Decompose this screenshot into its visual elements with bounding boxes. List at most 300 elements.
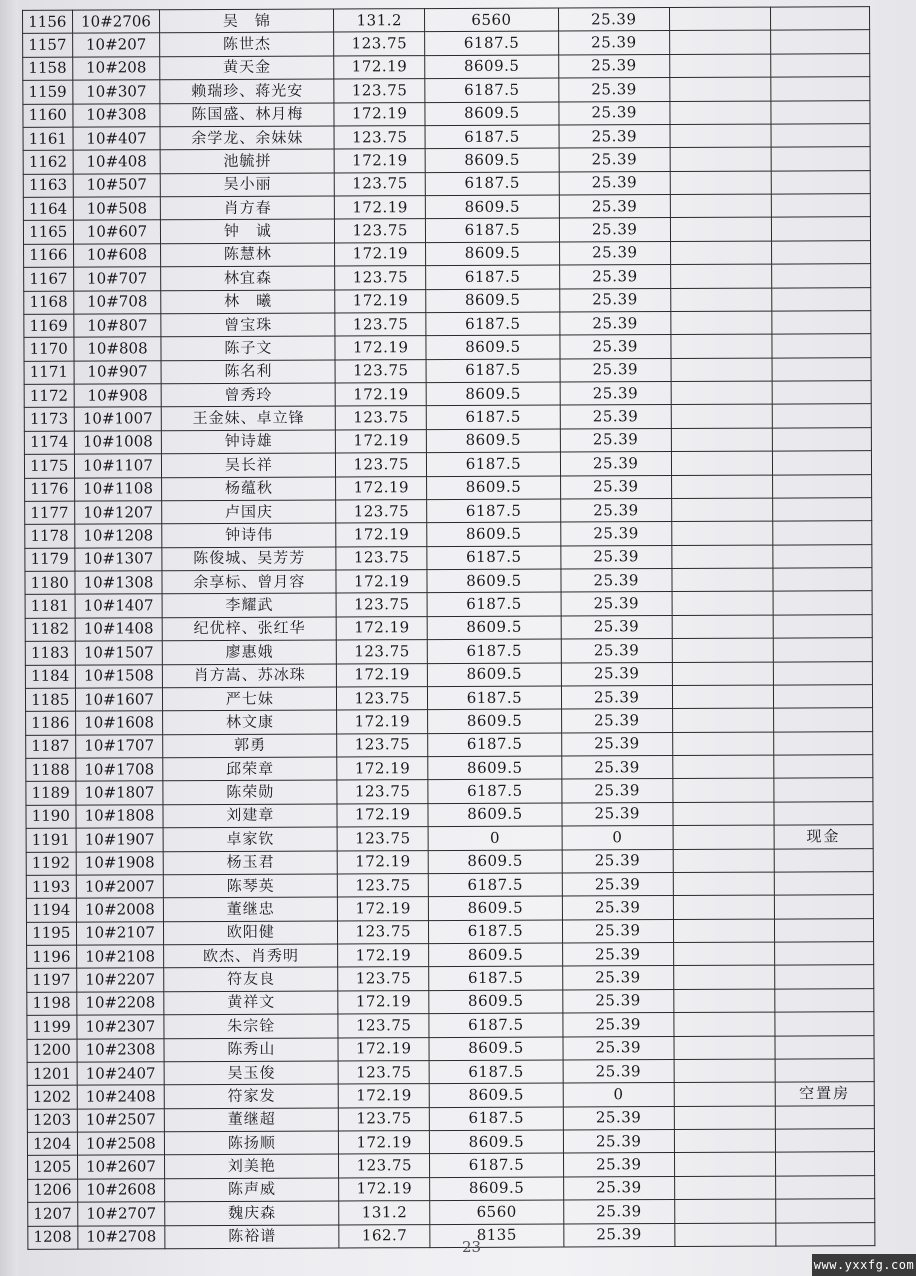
unit-price: 25.39	[559, 101, 670, 125]
area: 172.19	[339, 1177, 430, 1201]
unit-price: 25.39	[563, 1153, 674, 1177]
unit-price: 25.39	[559, 171, 670, 195]
room-number: 10#1907	[76, 828, 164, 852]
owner-name: 池毓拼	[161, 149, 335, 173]
owner-name: 余学龙、余妹妹	[160, 126, 334, 150]
area: 162.7	[339, 1224, 430, 1248]
row-number: 1166	[24, 244, 74, 268]
room-number: 10#2508	[77, 1132, 165, 1156]
area: 172.19	[336, 429, 427, 453]
room-number: 10#1007	[74, 407, 162, 431]
room-number: 10#208	[72, 56, 160, 80]
blank-cell	[673, 825, 774, 849]
amount: 6187.5	[426, 265, 560, 289]
remark	[773, 614, 872, 638]
area: 123.75	[336, 593, 427, 617]
room-number: 10#2707	[77, 1202, 165, 1226]
area: 123.75	[337, 780, 428, 804]
remark	[772, 451, 871, 475]
blank-cell	[672, 638, 773, 662]
remark	[774, 778, 873, 802]
remark	[775, 965, 874, 989]
row-number: 1185	[25, 688, 75, 712]
owner-name: 魏庆森	[165, 1201, 339, 1225]
remark: 空置房	[775, 1082, 874, 1106]
blank-cell	[671, 288, 772, 312]
owner-name: 符友良	[164, 967, 338, 991]
row-number: 1159	[23, 80, 73, 104]
area: 172.19	[337, 803, 428, 827]
amount: 6187.5	[427, 639, 561, 663]
amount: 8135	[430, 1223, 564, 1247]
room-number: 10#607	[73, 220, 161, 244]
area: 172.19	[334, 149, 425, 173]
blank-cell	[672, 732, 773, 756]
unit-price: 25.39	[561, 756, 672, 780]
row-number: 1192	[26, 852, 76, 876]
area: 172.19	[336, 523, 427, 547]
room-number: 10#1908	[76, 851, 164, 875]
remark	[770, 30, 869, 54]
blank-cell	[673, 895, 774, 919]
owner-name: 杨蕴秋	[162, 476, 336, 500]
row-number: 1194	[26, 898, 76, 922]
remark	[771, 53, 870, 77]
amount: 6187.5	[426, 359, 560, 383]
unit-price: 25.39	[560, 522, 671, 546]
row-number: 1207	[28, 1202, 78, 1226]
blank-cell	[672, 685, 773, 709]
blank-cell	[672, 568, 773, 592]
owner-name: 陈声威	[165, 1178, 339, 1202]
blank-cell	[674, 1036, 775, 1060]
remark	[772, 311, 871, 335]
amount: 8609.5	[427, 569, 561, 593]
area: 172.19	[337, 757, 428, 781]
room-number: 10#1508	[75, 664, 163, 688]
remark	[771, 170, 870, 194]
remark	[774, 872, 873, 896]
amount: 8609.5	[425, 55, 559, 79]
owner-name: 廖惠娥	[163, 640, 337, 664]
owner-name: 林文康	[163, 710, 337, 734]
amount: 6187.5	[428, 779, 562, 803]
remark	[775, 1152, 874, 1176]
area: 172.19	[338, 1084, 429, 1108]
owner-name: 肖方嵩、苏冰珠	[163, 663, 337, 687]
room-number: 10#608	[73, 243, 161, 267]
unit-price: 25.39	[559, 124, 670, 148]
row-number: 1187	[26, 735, 76, 759]
room-number: 10#1408	[75, 617, 163, 641]
amount: 8609.5	[429, 943, 563, 967]
remark	[773, 521, 872, 545]
amount: 8609.5	[426, 335, 560, 359]
owner-name: 肖方春	[161, 196, 335, 220]
area: 172.19	[334, 55, 425, 79]
row-number: 1198	[27, 992, 77, 1016]
amount: 8609.5	[426, 289, 560, 313]
row-number: 1177	[25, 501, 75, 525]
unit-price: 25.39	[563, 1223, 674, 1247]
row-number: 1165	[23, 221, 73, 245]
area: 123.75	[336, 406, 427, 430]
blank-cell	[671, 358, 772, 382]
amount: 8609.5	[429, 896, 563, 920]
area: 172.19	[337, 850, 428, 874]
owner-name: 陈国盛、林月梅	[160, 102, 334, 126]
owner-name: 刘美艳	[165, 1154, 339, 1178]
blank-cell	[674, 1082, 775, 1106]
site-watermark: www.yxxfg.com	[812, 1254, 916, 1276]
remark	[772, 474, 871, 498]
area: 123.75	[338, 1060, 429, 1084]
area: 172.19	[338, 990, 429, 1014]
owner-name: 陈裕谱	[165, 1224, 339, 1248]
area: 123.75	[337, 827, 428, 851]
room-number: 10#408	[73, 150, 161, 174]
unit-price: 25.39	[561, 732, 672, 756]
remark	[774, 942, 873, 966]
unit-price: 25.39	[561, 569, 672, 593]
unit-price: 25.39	[561, 709, 672, 733]
unit-price: 25.39	[559, 148, 670, 172]
remark	[773, 498, 872, 522]
blank-cell	[675, 1199, 776, 1223]
area: 172.19	[339, 1131, 430, 1155]
area: 123.75	[335, 312, 426, 336]
amount: 6560	[430, 1200, 564, 1224]
unit-price: 25.39	[560, 475, 671, 499]
remark	[773, 544, 872, 568]
blank-cell	[670, 171, 771, 195]
blank-cell	[673, 942, 774, 966]
room-number: 10#2608	[77, 1178, 165, 1202]
remark	[771, 77, 870, 101]
amount: 6187.5	[430, 1107, 564, 1131]
row-number: 1156	[23, 10, 73, 34]
amount: 8609.5	[428, 850, 562, 874]
owner-name: 纪优梓、张红华	[163, 617, 337, 641]
owner-name: 郭勇	[163, 734, 337, 758]
owner-name: 朱宗铨	[164, 1014, 338, 1038]
unit-price: 25.39	[563, 1036, 674, 1060]
owner-name: 吴 锦	[160, 9, 334, 33]
area: 123.75	[338, 873, 429, 897]
owner-name: 陈世杰	[160, 32, 334, 56]
owner-name: 严七妹	[163, 687, 337, 711]
area: 123.75	[338, 1014, 429, 1038]
blank-cell	[671, 381, 772, 405]
room-number: 10#807	[73, 314, 161, 338]
unit-price: 25.39	[561, 592, 672, 616]
owner-name: 刘建章	[163, 804, 337, 828]
remark	[774, 801, 873, 825]
room-number: 10#2308	[77, 1038, 165, 1062]
blank-cell	[670, 217, 771, 241]
area: 123.75	[335, 219, 426, 243]
amount: 6187.5	[425, 125, 559, 149]
row-number: 1205	[28, 1155, 78, 1179]
area: 131.2	[334, 9, 425, 33]
unit-price: 25.39	[559, 218, 670, 242]
blank-cell	[671, 334, 772, 358]
row-number: 1188	[26, 758, 76, 782]
amount: 8609.5	[430, 1130, 564, 1154]
area: 123.75	[338, 920, 429, 944]
remark	[775, 1129, 874, 1153]
area: 172.19	[337, 663, 428, 687]
row-number: 1178	[25, 524, 75, 548]
amount: 8609.5	[425, 102, 559, 126]
remark	[772, 404, 871, 428]
area: 123.75	[337, 733, 428, 757]
amount: 6187.5	[425, 78, 559, 102]
blank-cell	[673, 919, 774, 943]
remark	[775, 1059, 874, 1083]
remark	[772, 357, 871, 381]
blank-cell	[671, 428, 772, 452]
unit-price: 25.39	[563, 1106, 674, 1130]
row-number: 1163	[23, 174, 73, 198]
blank-cell	[672, 615, 773, 639]
row-number: 1180	[25, 571, 75, 595]
amount: 6187.5	[427, 452, 561, 476]
amount: 8609.5	[429, 990, 563, 1014]
amount: 6187.5	[426, 312, 560, 336]
amount: 6187.5	[428, 686, 562, 710]
remark	[771, 240, 870, 264]
amount: 6187.5	[428, 733, 562, 757]
owner-name: 陈扬顺	[165, 1131, 339, 1155]
row-number: 1164	[23, 197, 73, 221]
room-number: 10#2208	[76, 991, 164, 1015]
row-number: 1186	[26, 711, 76, 735]
owner-name: 钟诗伟	[162, 523, 336, 547]
row-number: 1208	[28, 1226, 78, 1250]
owner-name: 符家发	[165, 1084, 339, 1108]
area: 172.19	[335, 336, 426, 360]
area: 123.75	[337, 686, 428, 710]
blank-cell	[673, 755, 774, 779]
room-number: 10#407	[73, 127, 161, 151]
remark	[771, 194, 870, 218]
blank-cell	[673, 802, 774, 826]
room-number: 10#2007	[76, 875, 164, 899]
remark	[775, 1012, 874, 1036]
blank-cell	[673, 849, 774, 873]
unit-price: 25.39	[562, 966, 673, 990]
area: 123.75	[334, 79, 425, 103]
owner-name: 欧阳健	[164, 921, 338, 945]
remark	[771, 147, 870, 171]
area: 172.19	[336, 616, 427, 640]
owner-name: 余享标、曾月容	[162, 570, 336, 594]
amount: 8609.5	[427, 429, 561, 453]
remark	[776, 1199, 875, 1223]
remark	[776, 1222, 875, 1246]
blank-cell	[674, 1106, 775, 1130]
row-number: 1190	[26, 805, 76, 829]
row-number: 1199	[27, 1015, 77, 1039]
room-number: 10#1708	[75, 758, 163, 782]
unit-price: 25.39	[560, 405, 671, 429]
owner-name: 吴长祥	[162, 453, 336, 477]
remark	[771, 217, 870, 241]
area: 131.2	[339, 1201, 430, 1225]
blank-cell	[672, 591, 773, 615]
blank-cell	[670, 147, 771, 171]
blank-cell	[674, 1152, 775, 1176]
unit-price: 25.39	[560, 358, 671, 382]
row-number: 1196	[27, 945, 77, 969]
remark	[773, 638, 872, 662]
room-number: 10#1608	[75, 711, 163, 735]
owner-name: 邱荣章	[163, 757, 337, 781]
owner-name: 林 曦	[161, 289, 335, 313]
area: 172.19	[335, 242, 426, 266]
room-number: 10#2307	[76, 1015, 164, 1039]
area: 123.75	[335, 266, 426, 290]
room-number: 10#2408	[77, 1085, 165, 1109]
owner-name: 王金妹、卓立锋	[162, 406, 336, 430]
room-number: 10#2207	[76, 968, 164, 992]
unit-price: 25.39	[558, 8, 669, 32]
area: 123.75	[338, 967, 429, 991]
row-number: 1175	[24, 454, 74, 478]
remark	[775, 1105, 874, 1129]
blank-cell	[671, 404, 772, 428]
blank-cell	[672, 521, 773, 545]
remark	[774, 755, 873, 779]
page-number: 23	[462, 1238, 482, 1256]
amount: 6187.5	[430, 1153, 564, 1177]
row-number: 1162	[23, 150, 73, 174]
unit-price: 25.39	[561, 662, 672, 686]
unit-price: 25.39	[558, 78, 669, 102]
amount: 8609.5	[427, 522, 561, 546]
remark	[772, 381, 871, 405]
area: 123.75	[334, 32, 425, 56]
blank-cell	[674, 1012, 775, 1036]
amount: 6187.5	[427, 592, 561, 616]
area: 172.19	[338, 1037, 429, 1061]
amount: 8609.5	[426, 382, 560, 406]
unit-price: 25.39	[559, 311, 670, 335]
blank-cell	[673, 778, 774, 802]
remark	[771, 264, 870, 288]
area: 172.19	[338, 944, 429, 968]
remark	[772, 334, 871, 358]
blank-cell	[671, 498, 772, 522]
remark	[773, 661, 872, 685]
row-number: 1158	[23, 57, 73, 81]
unit-price: 25.39	[563, 1013, 674, 1037]
amount: 6187.5	[429, 1013, 563, 1037]
owner-name: 陈俊城、吴芳芳	[162, 547, 336, 571]
owner-name: 曾宝珠	[161, 313, 335, 337]
unit-price: 25.39	[563, 1200, 674, 1224]
blank-cell	[674, 1129, 775, 1153]
row-number: 1171	[24, 361, 74, 385]
row-number: 1203	[27, 1109, 77, 1133]
remark	[773, 708, 872, 732]
row-number: 1173	[24, 408, 74, 432]
unit-price: 25.39	[561, 615, 672, 639]
row-number: 1157	[23, 34, 73, 58]
amount: 8609.5	[430, 1177, 564, 1201]
room-number: 10#1107	[74, 454, 162, 478]
row-number: 1182	[25, 618, 75, 642]
table-row	[28, 1222, 875, 1249]
room-number: 10#808	[73, 337, 161, 361]
blank-cell	[672, 545, 773, 569]
area: 123.75	[336, 499, 427, 523]
row-number: 1201	[27, 1062, 77, 1086]
blank-cell	[675, 1223, 776, 1247]
room-number: 10#508	[73, 197, 161, 221]
page-edge-shadow	[0, 0, 18, 1276]
row-number: 1172	[24, 384, 74, 408]
amount: 6187.5	[426, 405, 560, 429]
remark	[775, 1175, 874, 1199]
unit-price: 25.39	[560, 545, 671, 569]
unit-price: 25.39	[563, 1176, 674, 1200]
room-number: 10#2607	[77, 1155, 165, 1179]
unit-price: 0	[562, 826, 673, 850]
unit-price: 25.39	[560, 335, 671, 359]
row-number: 1179	[25, 548, 75, 572]
amount: 6187.5	[429, 1060, 563, 1084]
blank-cell	[670, 194, 771, 218]
unit-price: 25.39	[558, 54, 669, 78]
owner-name: 林宜森	[161, 266, 335, 290]
blank-cell	[670, 77, 771, 101]
unit-price: 25.39	[562, 989, 673, 1013]
blank-cell	[669, 7, 770, 31]
room-number: 10#707	[73, 267, 161, 291]
row-number: 1170	[24, 337, 74, 361]
room-number: 10#2407	[77, 1062, 165, 1086]
unit-price: 25.39	[561, 685, 672, 709]
remark	[773, 685, 872, 709]
owner-name: 董继超	[165, 1108, 339, 1132]
room-number: 10#1808	[75, 804, 163, 828]
blank-cell	[672, 708, 773, 732]
amount: 8609.5	[429, 1083, 563, 1107]
owner-name: 赖瑞珍、蒋光安	[160, 79, 334, 103]
remark	[774, 731, 873, 755]
room-number: 10#2507	[77, 1108, 165, 1132]
room-number: 10#1707	[75, 734, 163, 758]
area: 123.75	[339, 1107, 430, 1131]
row-number: 1167	[24, 267, 74, 291]
row-number: 1202	[27, 1085, 77, 1109]
owner-name: 卓家钦	[164, 827, 338, 851]
area: 123.75	[336, 546, 427, 570]
amount: 6187.5	[429, 966, 563, 990]
room-number: 10#1607	[75, 688, 163, 712]
row-number: 1204	[27, 1132, 77, 1156]
amount: 6187.5	[425, 172, 559, 196]
amount: 8609.5	[428, 803, 562, 827]
owner-name: 黄祥文	[164, 991, 338, 1015]
room-number: 10#1108	[74, 477, 162, 501]
unit-price: 25.39	[560, 498, 671, 522]
room-number: 10#2008	[76, 898, 164, 922]
area: 172.19	[336, 570, 427, 594]
blank-cell	[674, 989, 775, 1013]
